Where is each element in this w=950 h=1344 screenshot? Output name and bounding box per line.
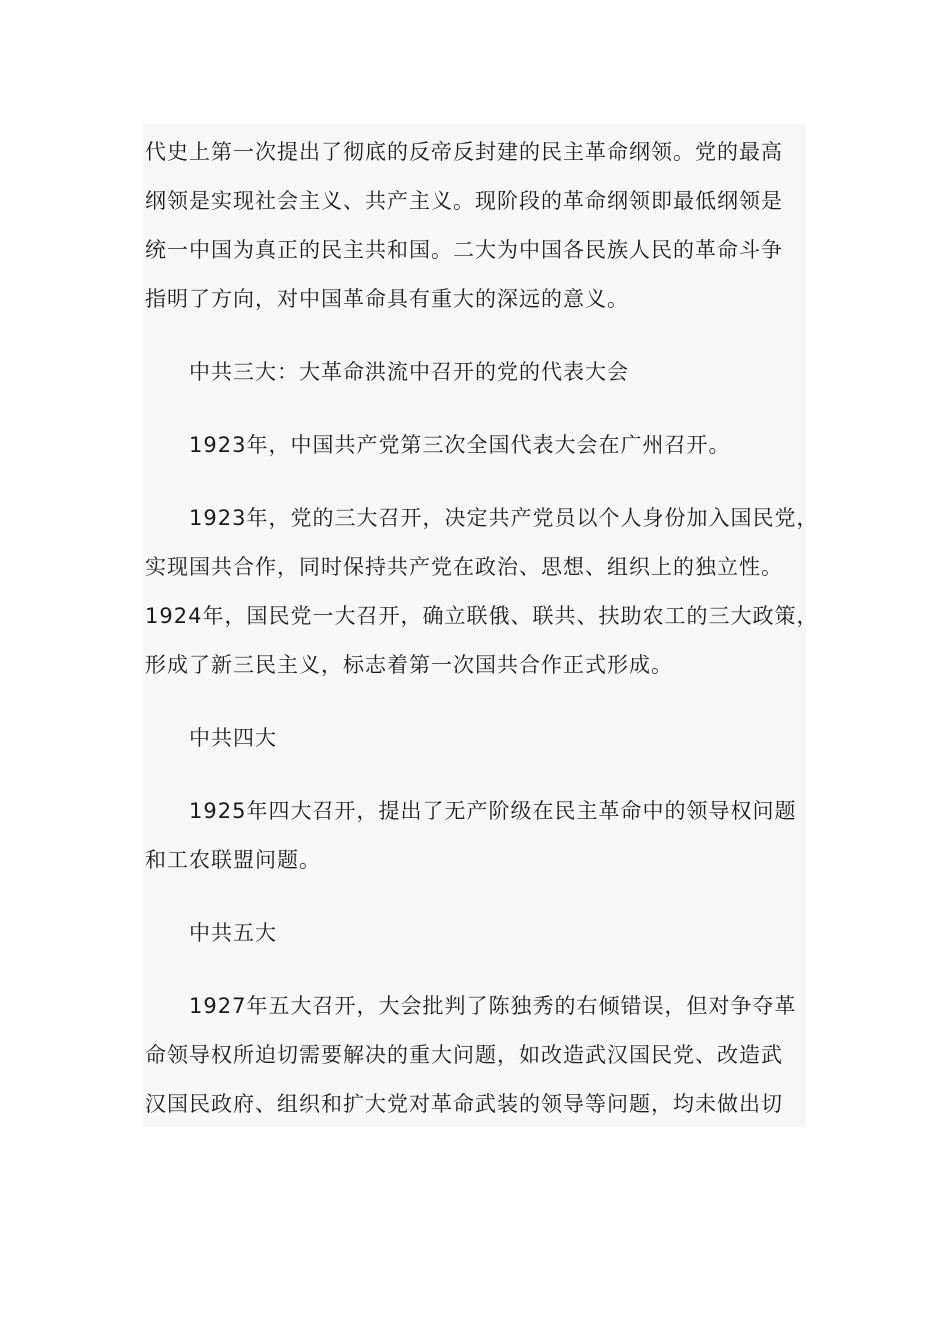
text-line: 形成了新三民主义，标志着第一次国共合作正式形成。 — [145, 653, 673, 677]
text-line: 和工农联盟问题。 — [145, 848, 321, 872]
text-line: 1923年，党的三大召开，决定共产党员以个人身份加入国民党， — [189, 506, 819, 530]
text-line: 汉国民政府、组织和扩大党对革命武装的领导等问题，均未做出切 — [145, 1092, 783, 1116]
text-line: 实现国共合作，同时保持共产党在政治、思想、组织上的独立性。 — [145, 555, 783, 579]
document-text-block — [143, 124, 819, 1127]
text-line: 命领导权所迫切需要解决的重大问题，如改造武汉国民党、改造武 — [145, 1043, 783, 1067]
section-heading-fifth-congress: 中共五大 — [189, 921, 277, 945]
text-line: 1923年，中国共产党第三次全国代表大会在广州召开。 — [189, 433, 731, 457]
text-line: 1924年，国民党一大召开，确立联俄、联共、扶助农工的三大政策， — [145, 604, 819, 628]
text-line: 1927年五大召开，大会批判了陈独秀的右倾错误，但对争夺革 — [189, 994, 797, 1018]
text-line: 指明了方向，对中国革命具有重大的深远的意义。 — [145, 287, 629, 311]
text-line: 纲领是实现社会主义、共产主义。现阶段的革命纲领即最低纲领是 — [145, 189, 783, 213]
text-line: 代史上第一次提出了彻底的反帝反封建的民主革命纲领。党的最高 — [145, 140, 783, 164]
section-heading-fourth-congress: 中共四大 — [189, 726, 277, 750]
text-line: 统一中国为真正的民主共和国。二大为中国各民族人民的革命斗争 — [145, 238, 783, 262]
text-line: 1925年四大召开，提出了无产阶级在民主革命中的领导权问题 — [189, 799, 797, 823]
section-heading-third-congress: 中共三大：大革命洪流中召开的党的代表大会 — [189, 360, 629, 384]
